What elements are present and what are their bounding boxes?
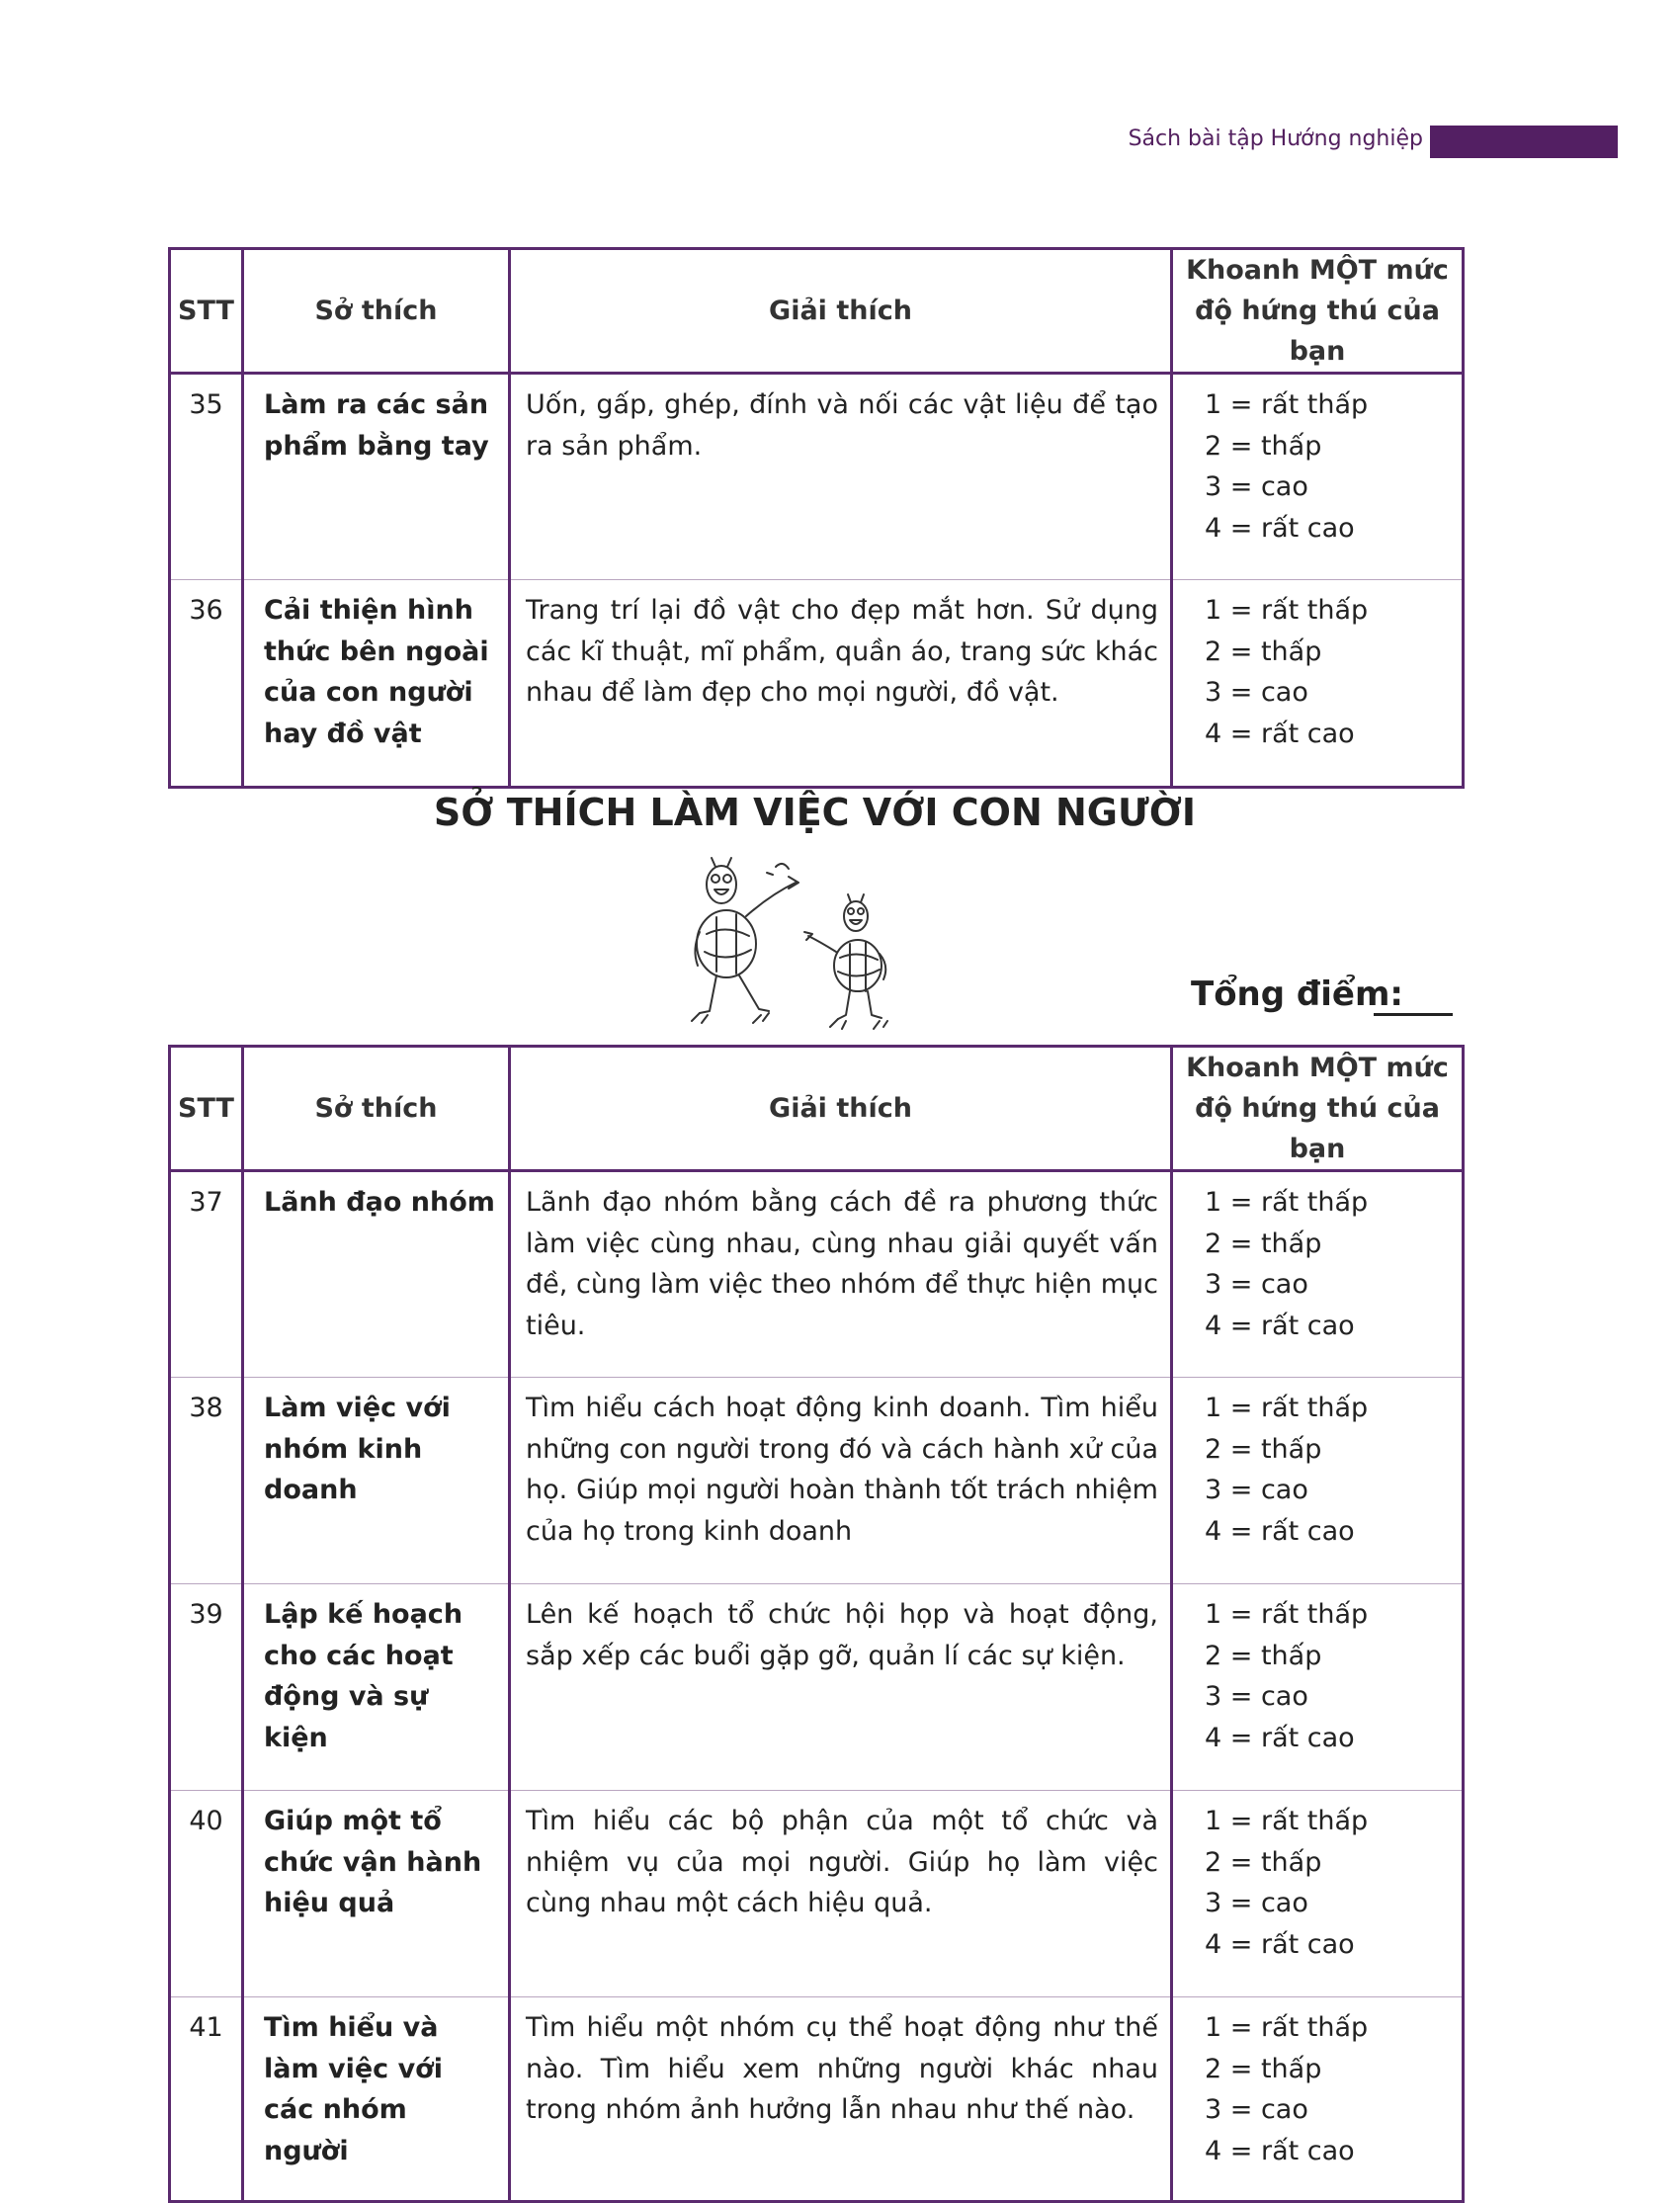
header-stt: STT xyxy=(170,1047,243,1171)
rating-scale xyxy=(1172,1171,1464,1378)
header-rating: Khoanh MỘT mức độ hứng thú của bạn xyxy=(1172,249,1464,374)
row-explanation: Uốn, gấp, ghép, đính và nối các vật liệu để tạo ra sản phẩm. xyxy=(510,374,1172,580)
row-explanation: Trang trí lại đồ vật cho đẹp mắt hơn. Sử dụng các kĩ thuật, mĩ phẩm, quần áo, trang sức khác nhau để làm đẹp cho mọi người, đồ vật. xyxy=(510,580,1172,788)
table-row xyxy=(170,1171,1464,1378)
row-explanation: Tìm hiểu cách hoạt động kinh doanh. Tìm hiểu những con người trong đó và cách hành xử của họ. Giúp mọi người hoàn thành tốt trách nhiệm của họ trong kinh doanh xyxy=(510,1378,1172,1584)
scale-option[interactable]: 4 = rất cao xyxy=(1205,1722,1355,1753)
row-explanation: Tìm hiểu các bộ phận của một tổ chức và nhiệm vụ của mọi người. Giúp họ làm việc cùng nhau một cách hiệu quả. xyxy=(510,1791,1172,1997)
table-row xyxy=(170,1791,1464,1997)
row-stt: 36 xyxy=(170,580,243,788)
row-interest: Tìm hiểu và làm việc với các nhóm người xyxy=(243,1997,510,2202)
row-stt: 35 xyxy=(170,374,243,580)
scale-option[interactable]: 3 = cao xyxy=(1205,2094,1308,2125)
scale-option[interactable]: 1 = rất thấp xyxy=(1205,595,1369,626)
scale-option[interactable]: 2 = thấp xyxy=(1205,635,1322,667)
right-figure-head xyxy=(844,901,868,931)
scale-option[interactable]: 2 = thấp xyxy=(1205,1640,1322,1671)
scale-option[interactable]: 2 = thấp xyxy=(1205,1846,1322,1878)
row-explanation: Lên kế hoạch tổ chức hội họp và hoạt động, sắp xếp các buổi gặp gỡ, quản lí các sự kiện. xyxy=(510,1584,1172,1791)
header-interest: Sở thích xyxy=(243,249,510,374)
scale-option[interactable]: 2 = thấp xyxy=(1205,1433,1322,1465)
header-stt: STT xyxy=(170,249,243,374)
scale-option[interactable]: 1 = rất thấp xyxy=(1205,1599,1369,1630)
scale-option[interactable]: 1 = rất thấp xyxy=(1205,1806,1369,1836)
row-interest: Giúp một tổ chức vận hành hiệu quả xyxy=(243,1791,510,1997)
row-interest: Làm việc với nhóm kinh doanh xyxy=(243,1378,510,1584)
scale-option[interactable]: 1 = rất thấp xyxy=(1205,1187,1369,1218)
header-interest: Sở thích xyxy=(243,1047,510,1171)
total-score-label: Tổng điểm: xyxy=(1191,974,1404,1014)
left-figure-head xyxy=(707,866,736,903)
row-explanation: Tìm hiểu một nhóm cụ thể hoạt động như thế nào. Tìm hiểu xem những người khác nhau trong nhóm ảnh hưởng lẫn nhau như thế nào. xyxy=(510,1997,1172,2202)
header-explanation: Giải thích xyxy=(510,1047,1172,1171)
total-score-blank[interactable] xyxy=(1374,1013,1453,1016)
row-stt: 40 xyxy=(170,1791,243,1997)
two-cartoon-figures-illustration xyxy=(672,855,909,1033)
row-explanation: Lãnh đạo nhóm bằng cách đề ra phương thức làm việc cùng nhau, cùng nhau giải quyết vấn đề, cùng làm việc theo nhóm để thực hiện mục tiêu. xyxy=(510,1171,1172,1378)
scale-option[interactable]: 4 = rất cao xyxy=(1205,1928,1355,1960)
scale-option[interactable]: 4 = rất cao xyxy=(1205,2135,1355,2166)
rating-scale xyxy=(1172,374,1464,580)
row-stt: 41 xyxy=(170,1997,243,2202)
scale-option[interactable]: 4 = rất cao xyxy=(1205,718,1355,749)
row-interest: Làm ra các sản phẩm bằng tay xyxy=(243,374,510,580)
row-stt: 39 xyxy=(170,1584,243,1791)
section-title: SỞ THÍCH LÀM VIỆC VỚI CON NGƯỜI xyxy=(433,791,1197,834)
scale-option[interactable]: 1 = rất thấp xyxy=(1205,389,1369,420)
scale-option[interactable]: 3 = cao xyxy=(1205,1269,1308,1300)
right-figure-body xyxy=(834,940,882,991)
header-rating: Khoanh MỘT mức độ hứng thú của bạn xyxy=(1172,1047,1464,1171)
running-header: Sách bài tập Hướng nghiệp xyxy=(1128,127,1423,151)
scale-option[interactable]: 4 = rất cao xyxy=(1205,1310,1355,1341)
interest-table-2 xyxy=(168,1045,1465,2203)
rating-scale xyxy=(1172,580,1464,788)
row-stt: 38 xyxy=(170,1378,243,1584)
table-row xyxy=(170,374,1464,580)
scale-option[interactable]: 3 = cao xyxy=(1205,1681,1308,1712)
scale-option[interactable]: 1 = rất thấp xyxy=(1205,2012,1369,2043)
scale-option[interactable]: 2 = thấp xyxy=(1205,1228,1322,1259)
scale-option[interactable]: 1 = rất thấp xyxy=(1205,1393,1369,1423)
row-interest: Cải thiện hình thức bên ngoài của con người hay đồ vật xyxy=(243,580,510,788)
rating-scale xyxy=(1172,1791,1464,1997)
scale-option[interactable]: 2 = thấp xyxy=(1205,2053,1322,2084)
row-interest: Lãnh đạo nhóm xyxy=(243,1171,510,1378)
left-figure-body xyxy=(697,910,756,977)
row-stt: 37 xyxy=(170,1171,243,1378)
table-row xyxy=(170,1997,1464,2202)
rating-scale xyxy=(1172,1997,1464,2202)
header-accent-bar xyxy=(1430,126,1618,158)
rating-scale xyxy=(1172,1584,1464,1791)
scale-option[interactable]: 3 = cao xyxy=(1205,677,1308,708)
row-interest: Lập kế hoạch cho các hoạt động và sự kiện xyxy=(243,1584,510,1791)
scale-option[interactable]: 2 = thấp xyxy=(1205,430,1322,462)
table-header-row xyxy=(170,1047,1464,1171)
scale-option[interactable]: 4 = rất cao xyxy=(1205,1515,1355,1547)
scale-option[interactable]: 3 = cao xyxy=(1205,1475,1308,1505)
table-row xyxy=(170,1584,1464,1791)
table-row xyxy=(170,580,1464,788)
scale-option[interactable]: 3 = cao xyxy=(1205,1888,1308,1918)
scale-option[interactable]: 4 = rất cao xyxy=(1205,512,1355,544)
scale-option[interactable]: 3 = cao xyxy=(1205,471,1308,502)
interest-table-1 xyxy=(168,247,1465,789)
table-header-row xyxy=(170,249,1464,374)
header-explanation: Giải thích xyxy=(510,249,1172,374)
table-row xyxy=(170,1378,1464,1584)
rating-scale xyxy=(1172,1378,1464,1584)
